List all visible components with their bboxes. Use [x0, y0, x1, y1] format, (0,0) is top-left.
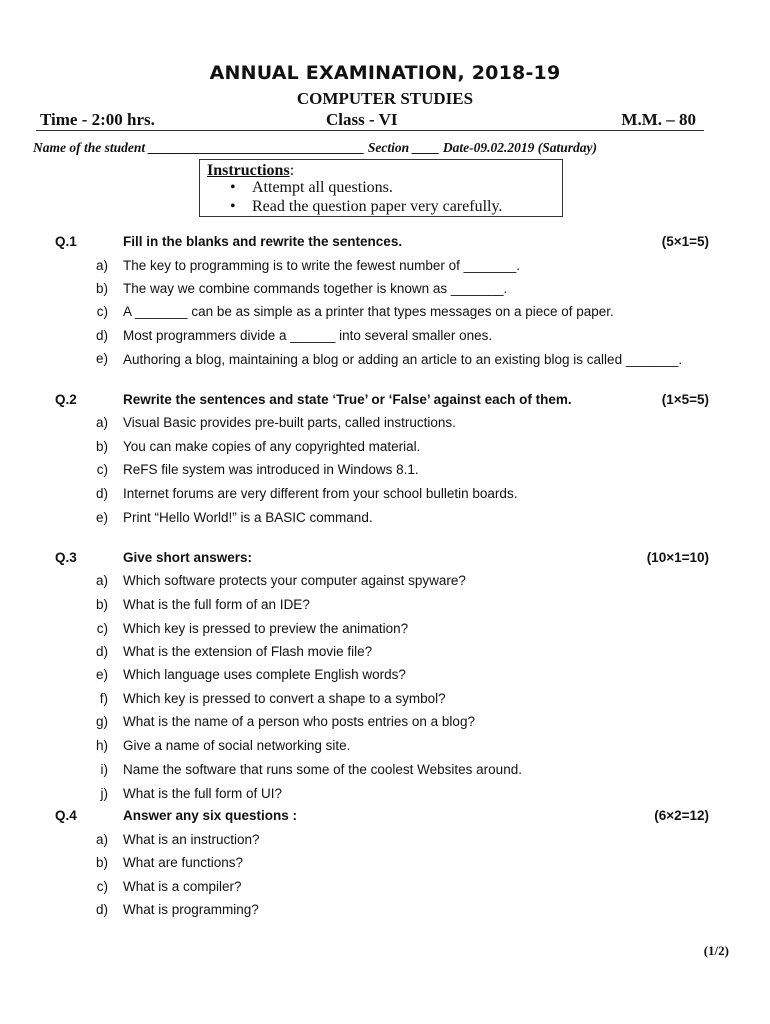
exam-class: Class - VI	[326, 110, 398, 129]
item-letter: e)	[95, 667, 108, 682]
item-letter: f)	[99, 691, 108, 706]
item-letter: a)	[95, 832, 108, 847]
item-text: What are functions?	[123, 855, 244, 870]
exam-time: Time - 2:00 hrs.	[40, 110, 155, 129]
item-text: Name the software that runs some of the coolest Websites around.	[123, 762, 522, 777]
item-letter: b)	[95, 597, 108, 612]
bullet-icon: •	[230, 198, 236, 215]
question-text: Give short answers:	[123, 550, 253, 565]
item-letter: e)	[95, 351, 108, 366]
item-text: Most programmers divide a ______ into several smaller ones.	[123, 328, 493, 343]
instructions-heading: Instructions:	[207, 162, 295, 179]
page-number: (1/2)	[703, 943, 729, 958]
item-text: What is a compiler?	[123, 879, 242, 894]
question-number: Q.4	[55, 808, 77, 823]
question-marks: (5×1=5)	[661, 234, 709, 249]
question-text: Rewrite the sentences and state ‘True’ or ‘False’ against each of them.	[123, 392, 572, 407]
item-letter: g)	[95, 714, 108, 729]
item-text: What is the full form of UI?	[123, 786, 283, 801]
item-letter: b)	[95, 281, 108, 296]
item-text: Visual Basic provides pre-built parts, called instructions.	[123, 415, 456, 430]
item-letter: d)	[95, 644, 108, 659]
item-letter: c)	[96, 621, 108, 636]
item-letter: c)	[96, 879, 108, 894]
item-letter: b)	[95, 439, 108, 454]
subject-title: COMPUTER STUDIES	[296, 89, 474, 108]
item-text: What is an instruction?	[123, 832, 260, 847]
question-number: Q.1	[55, 234, 77, 249]
item-text: What is the name of a person who posts entries on a blog?	[123, 714, 475, 729]
max-marks: M.M. – 80	[621, 110, 696, 129]
question-text: Answer any six questions :	[123, 808, 298, 823]
item-letter: i)	[100, 762, 108, 777]
item-letter: a)	[95, 258, 108, 273]
item-letter: j)	[100, 786, 108, 801]
question-text: Fill in the blanks and rewrite the sentences.	[123, 234, 403, 249]
question-marks: (1×5=5)	[661, 392, 709, 407]
item-text: Print “Hello World!” is a BASIC command.	[123, 510, 373, 525]
item-text: What is the extension of Flash movie file?	[123, 644, 373, 659]
item-letter: a)	[95, 573, 108, 588]
item-text: Which key is pressed to convert a shape to a symbol?	[123, 691, 446, 706]
item-text: Which language uses complete English words?	[123, 667, 406, 682]
item-letter: d)	[95, 902, 108, 917]
item-letter: h)	[95, 738, 108, 753]
item-text: Which software protects your computer against spyware?	[123, 573, 466, 588]
item-text: Which key is pressed to preview the animation?	[123, 621, 409, 636]
item-letter: d)	[95, 328, 108, 343]
question-marks: (10×1=10)	[646, 550, 709, 565]
item-text: The key to programming is to write the fewest number of _______.	[123, 258, 520, 273]
instructions-box	[199, 159, 563, 217]
item-text: The way we combine commands together is known as _______.	[123, 281, 508, 296]
item-text: A _______ can be as simple as a printer that types messages on a piece of paper.	[123, 304, 614, 319]
instruction-text: Read the question paper very carefully.	[252, 198, 503, 215]
question-marks: (6×2=12)	[654, 808, 709, 823]
exam-meta-row	[36, 110, 704, 131]
item-text: Authoring a blog, maintaining a blog or adding an article to an existing blog is called _______.	[123, 352, 683, 367]
item-text: You can make copies of any copyrighted material.	[123, 439, 421, 454]
item-text: ReFS file system was introduced in Windows 8.1.	[123, 462, 419, 477]
question-number: Q.2	[55, 392, 77, 407]
item-letter: b)	[95, 855, 108, 870]
item-letter: a)	[95, 415, 108, 430]
student-details-line: Name of the student ________________________________ Section ____ Date-09.02.2019 (Saturday)	[33, 140, 597, 155]
item-text: What is programming?	[123, 902, 259, 917]
item-letter: c)	[96, 304, 108, 319]
item-text: What is the full form of an IDE?	[123, 597, 310, 612]
item-text: Internet forums are very different from your school bulletin boards.	[123, 486, 518, 501]
exam-title: ANNUAL EXAMINATION, 2018-19	[209, 62, 561, 84]
instruction-text: Attempt all questions.	[252, 179, 393, 196]
item-letter: d)	[95, 486, 108, 501]
bullet-icon: •	[230, 179, 236, 196]
item-letter: c)	[96, 462, 108, 477]
item-text: Give a name of social networking site.	[123, 738, 351, 753]
item-letter: e)	[95, 510, 108, 525]
question-number: Q.3	[55, 550, 77, 565]
